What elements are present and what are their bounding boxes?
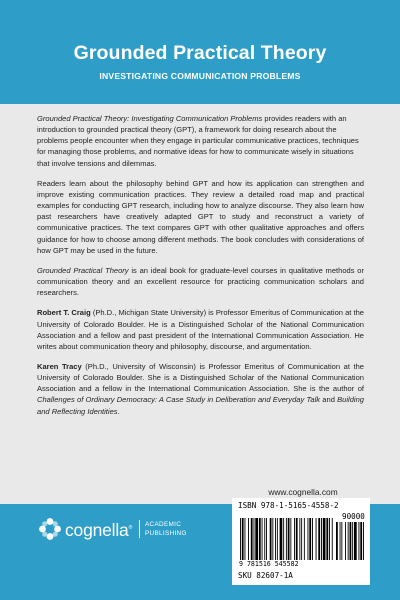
barcode-bars xyxy=(240,518,364,560)
publisher-division: ACADEMIC PUBLISHING xyxy=(145,521,187,537)
book-title-italic: Grounded Practical Theory xyxy=(37,265,129,275)
description-text: provides readers with an introduction to grounded practical theory (GPT), a framework for doing research about the problems people encounter when they engage in particular communicative practices, techniques for managing those problems, and normative ideas for how to communicate wisely in situations that involve tensions and dilemmas. xyxy=(37,114,359,168)
book-title-italic: Grounded Practical Theory: Investigating Communication Problems xyxy=(37,114,263,123)
overview-paragraph: Readers learn about the philosophy behind GPT and how its application can strengthen and improve existing communication practices. They review a detailed road map and practical examples for conducting GPT research, including how to analyze discourse. They also learn how past researchers have creatively adapted GPT to study and reconstruct a variety of communicative practices. The text compares GPT with other qualitative approaches and offers guidance for how to choose among different methods. The book concludes with considerations of how GPT may be used in the future. xyxy=(37,178,364,255)
cognella-flower-icon xyxy=(38,517,62,541)
author-name: Karen Tracy xyxy=(37,361,82,371)
book-title-italic: Building and Reflecting Identities xyxy=(37,395,364,416)
logo-divider xyxy=(139,520,140,538)
book-title: Grounded Practical Theory xyxy=(73,42,327,64)
author-name: Robert T. Craig xyxy=(37,308,91,318)
author-bio-text: (Ph.D., Michigan State University) is Professor Emeritus of Communication at the University of Colorado Boulder. He is a Distinguished Scholar of the National Communication Association and a fellow and past president of the International Communication Association. He writes about communication theory and philosophy, discourse, and argumentation. xyxy=(37,308,365,351)
title-banner xyxy=(0,0,400,104)
author-bio-tracy xyxy=(37,361,364,417)
publisher-name: cognella® xyxy=(65,519,133,540)
sku-number: SKU 82607-1A xyxy=(238,571,293,580)
description-paragraph xyxy=(37,113,364,169)
author-bio-craig xyxy=(37,307,364,352)
audience-paragraph xyxy=(37,265,364,298)
conjunction-text: and xyxy=(320,395,338,405)
author-bio-text: (Ph.D., University of Wisconsin) is Professor Emeritus of Communication at the University of Colorado Boulder. She is a Distinguished Scholar of the National Communication Association and a fellow in the International Communication Association. She is the author of xyxy=(37,361,364,394)
book-title-italic: Challenges of Ordinary Democracy: A Case Study in Deliberation and Everyday Talk xyxy=(37,395,321,405)
isbn-barcode-label xyxy=(232,498,370,585)
book-subtitle: INVESTIGATING COMMUNICATION PROBLEMS xyxy=(99,71,301,81)
price-addon-code: 90000 xyxy=(342,512,365,521)
ean-digits: 9 781516 545582 xyxy=(239,560,299,568)
period-text: . xyxy=(117,406,120,416)
publisher-logo xyxy=(38,517,218,541)
isbn-number: ISBN 978-1-5165-4558-2 xyxy=(238,501,339,510)
publisher-website: www.cognella.com xyxy=(268,487,338,497)
audience-text: is an ideal book for graduate-level courses in qualitative methods or communication theory and an excellent resource for practicing communication scholars and researchers. xyxy=(37,265,364,298)
cover-copy xyxy=(37,113,364,426)
